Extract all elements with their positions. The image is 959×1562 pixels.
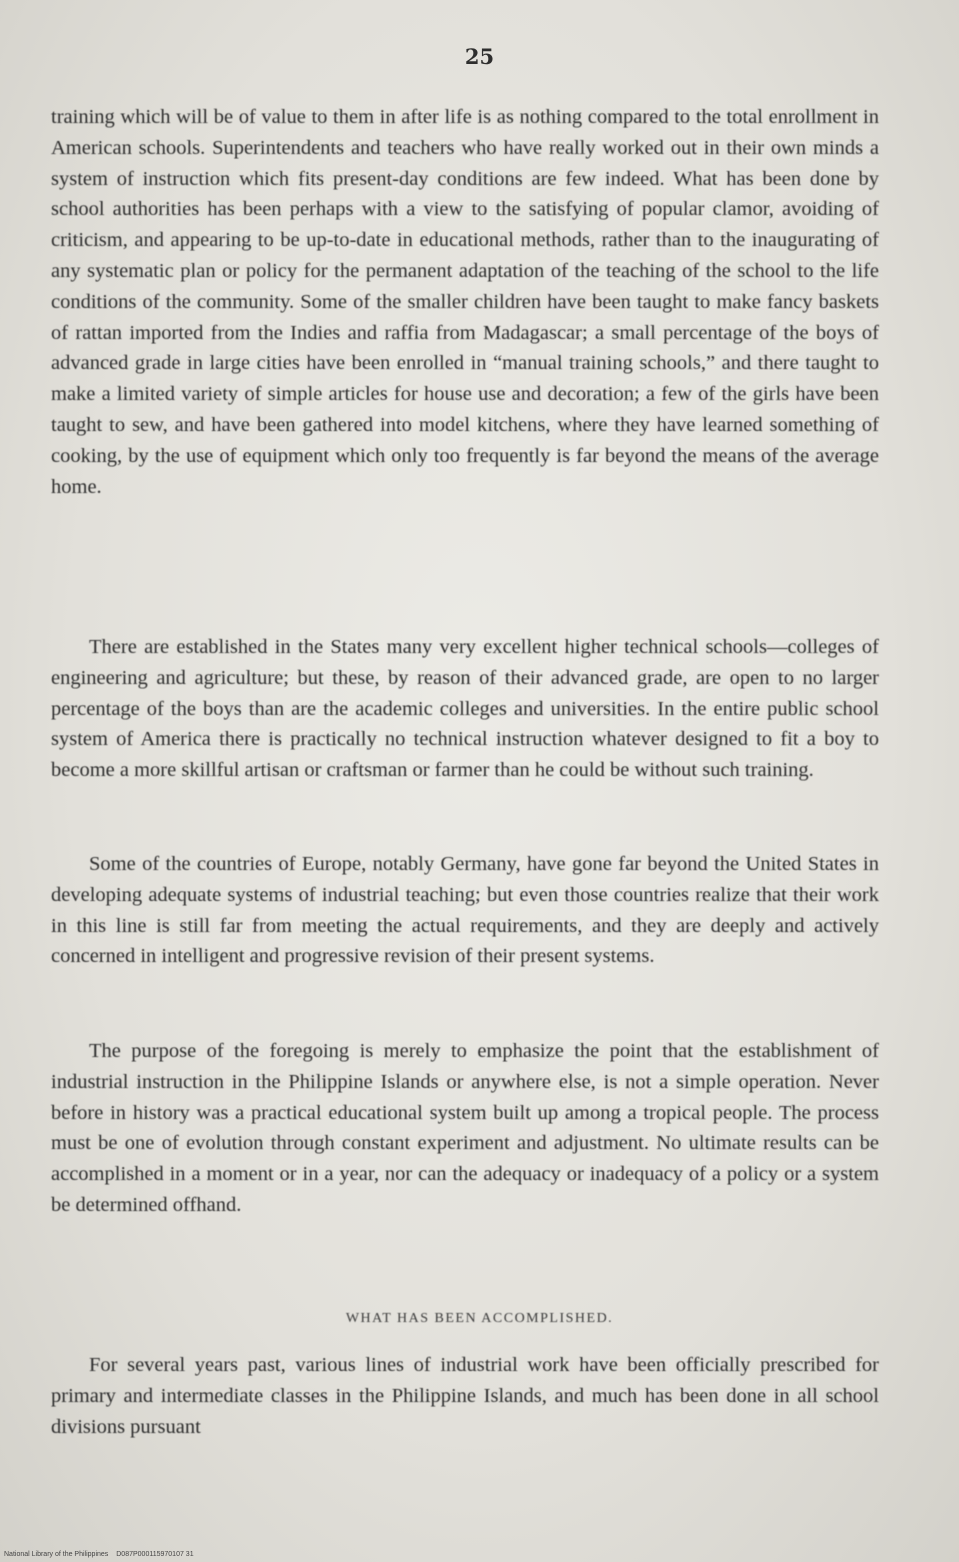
paragraph-text: For several years past, various lines of industrial work have been officially prescribed for primary and intermediate classes in the Philippine Islands, and much has been done in all school divisions pursuant	[51, 1354, 879, 1438]
page-number: 25	[464, 44, 495, 69]
paragraph-technical-schools	[51, 632, 879, 786]
paragraph-accomplished	[51, 1350, 879, 1442]
item-id: D087P000115970107 31	[116, 1551, 194, 1558]
paragraph-text: The purpose of the foregoing is merely to emphasize the point that the establishment of industrial instruction in the Philippine Islands or anywhere else, is not a simple operation. Never before in history was a practical educational system built up among a tropical people. The process must be one of evolution through constant experiment and adjustment. No ultimate results can be accomplished in a moment or in a year, nor can the adequacy or inadequacy of a policy or a system be determined offhand.	[51, 1040, 879, 1216]
paragraph-purpose	[51, 1036, 879, 1221]
scan-credit	[4, 1551, 194, 1558]
paragraph-text: Some of the countries of Europe, notably Germany, have gone far beyond the United States in developing adequate systems of industrial teaching; but even those countries realize that their work in this line is still far from meeting the actual requirements, and they are deeply and actively concerned in intelligent and progressive revision of their present systems.	[51, 853, 879, 968]
paragraph-continued	[51, 102, 879, 502]
paragraph-text: training which will be of value to them in after life is as nothing compared to the total enrollment in American schools. Superintendents and teachers who have really worked out in their own minds a system of instruction which fits present-day conditions are few indeed. What has been done by school authorities has been perhaps with a view to the satisfying of popular clamor, avoiding of criticism, and appearing to be up-to-date in educational methods, rather than to the inaugurating of any systematic plan or policy for the permanent adaptation of the teaching of the school to the life conditions of the community. Some of the smaller children have been taught to make fancy baskets of rattan imported from the Indies and raffia from Madagascar; a small percentage of the boys of advanced grade in large cities have been enrolled in “manual training schools,” and there taught to make a limited variety of simple articles for house use and decoration; a few of the girls have been taught to sew, and have been gathered into model kitchens, where they have learned something of cooking, by the use of equipment which only too frequently is far beyond the means of the average home.	[51, 106, 879, 498]
section-heading: WHAT HAS BEEN ACCOMPLISHED.	[345, 1311, 614, 1326]
paragraph-text: There are established in the States many very excellent higher technical schools—colleges of engineering and agriculture; but these, by reason of their advanced grade, are open to no larger percentage of the boys than are the academic colleges and universities. In the entire public school system of America there is practically no technical instruction whatever designed to fit a boy to become a more skillful artisan or craftsman or farmer than he could be without such training.	[51, 636, 879, 782]
paragraph-europe	[51, 849, 879, 972]
library-name: National Library of the Philippines	[4, 1551, 109, 1558]
